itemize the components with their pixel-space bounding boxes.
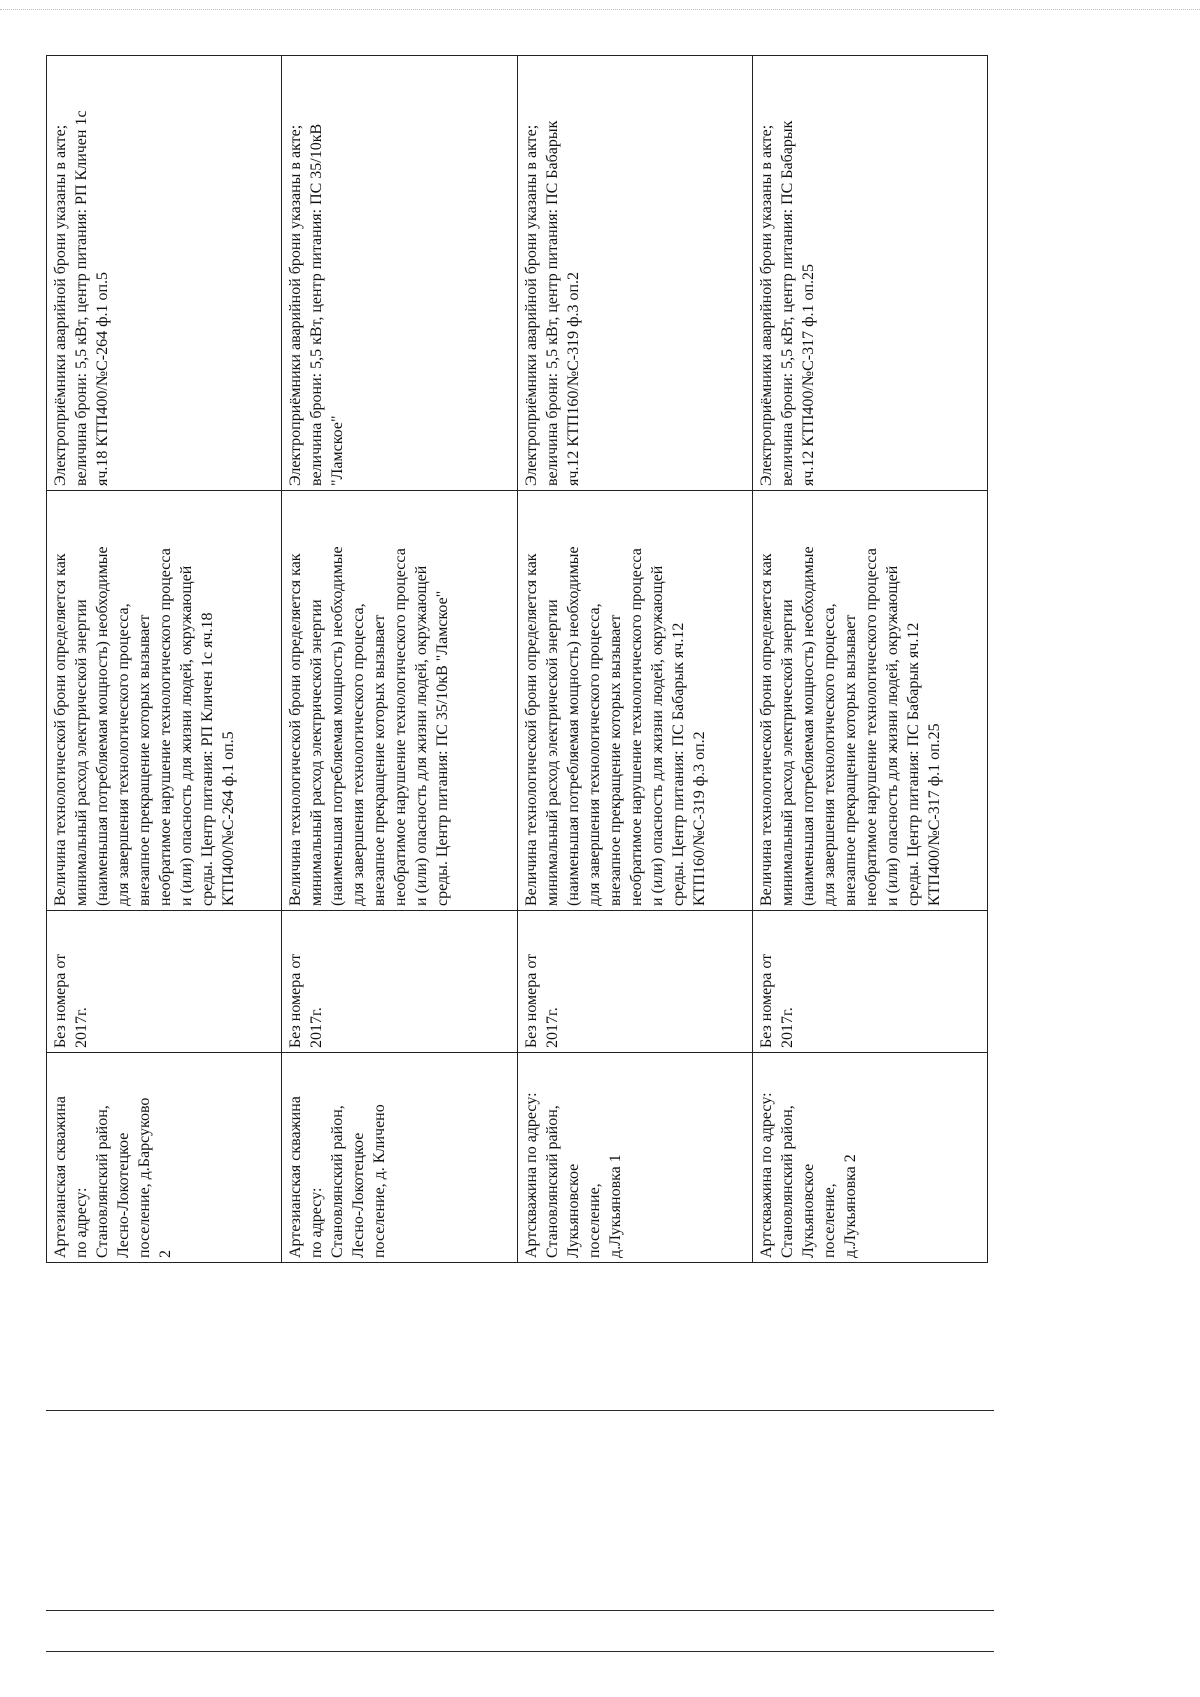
table-row [752, 56, 987, 1263]
emergency-reserve-cell [47, 56, 282, 491]
emergency-reserve-text: Электроприёмники аварийной брони указаны в акте; величина брони: 5,5 кВт, центр питания: ПС Бабарык яч.12 КТП400/№С-317 ф.1 оп.25 [757, 120, 817, 486]
table-row [47, 56, 282, 1263]
emergency-reserve-text: Электроприёмники аварийной брони указаны в акте; величина брони: 5,5 кВт, центр питания: РП Кличен 1с яч.18 КТП400/№С-264 ф.1 оп.5 [52, 110, 111, 486]
table-row [517, 56, 752, 1263]
act-text: Без номера от 2017г. [522, 953, 561, 1048]
reserve-table [46, 55, 988, 1263]
object-cell [282, 1053, 517, 1263]
technological-reserve-text: Величина технологической брони определяется как минимальный расход электрической энергии (наименьшая потребляемая мощность) необходимые для завершения технологического процесса, внезапное прекращение которых вызывает необратимое нарушение технологического процесса и (или) опасность для жизни людей, окружающей среды. Центр питания: ПС Бабарык яч.12 КТП400/№С-317 ф.1 оп.25 [757, 546, 943, 906]
object-text: Артезианская скважина по адресу: Становлянский район, Лесно-Локотецкое поселение, д.Барсуково 2 [52, 1096, 174, 1258]
technological-reserve-text: Величина технологической брони определяется как минимальный расход электрической энергии (наименьшая потребляемая мощность) необходимые для завершения технологического процесса, внезапное прекращение которых вызывает необратимое нарушение технологического процесса и (или) опасность для жизни людей, окружающей среды. Центр питания: РП Кличен 1с яч.18 КТП400/№С-264 ф.1 оп.5 [52, 546, 237, 906]
emergency-reserve-text: Электроприёмники аварийной брони указаны в акте; величина брони: 5,5 кВт, центр питания: ПС 35/10кВ "Ламское" [287, 123, 347, 486]
technological-reserve-text: Величина технологической брони определяется как минимальный расход электрической энергии (наименьшая потребляемая мощность) необходимые для завершения технологического процесса, внезапное прекращение которых вызывает необратимое нарушение технологического процесса и (или) опасность для жизни людей, окружающей среды. Центр питания: ПС Бабарык яч.12 КТП160/№С-319 ф.3 оп.2 [522, 546, 708, 906]
technological-reserve-cell [517, 491, 752, 911]
act-cell [282, 911, 517, 1053]
act-text: Без номера от 2017г. [757, 953, 796, 1048]
emergency-reserve-cell [282, 56, 517, 491]
act-cell [517, 911, 752, 1053]
technological-reserve-cell [47, 491, 282, 911]
act-cell [47, 911, 282, 1053]
act-text: Без номера от 2017г. [287, 953, 326, 1048]
object-cell [517, 1053, 752, 1263]
object-text: Артскважина по адресу: Становлянский район, Лукьяновское поселение, д.Лукьяновка 1 [522, 1092, 624, 1258]
technological-reserve-cell [282, 491, 517, 911]
object-cell [47, 1053, 282, 1263]
divider-line [46, 1610, 994, 1611]
technological-reserve-text: Величина технологической брони определяется как минимальный расход электрической энергии (наименьшая потребляемая мощность) необходимые для завершения технологического процесса, внезапное прекращение которых вызывает необратимое нарушение технологического процесса и (или) опасность для жизни людей, окружающей среды. Центр питания: ПС 35/10кВ "Ламское" [287, 546, 452, 906]
emergency-reserve-cell [752, 56, 987, 491]
rotated-page-content [46, 56, 988, 1263]
emergency-reserve-cell [517, 56, 752, 491]
divider-line [46, 1651, 994, 1652]
table-row [282, 56, 517, 1263]
object-text: Артскважина по адресу: Становлянский район, Лукьяновское поселение, д.Лукьяновка 2 [757, 1092, 859, 1258]
page-top-edge [0, 9, 1200, 10]
act-text: Без номера от 2017г. [52, 953, 90, 1048]
technological-reserve-cell [752, 491, 987, 911]
emergency-reserve-text: Электроприёмники аварийной брони указаны в акте; величина брони: 5,5 кВт, центр питания: ПС Бабарык яч.12 КТП160/№С-319 ф.3 оп.2 [522, 120, 582, 486]
object-text: Артезианская скважина по адресу: Становлянский район, Лесно-Локотецкое поселение, д. Кличено [287, 1096, 389, 1258]
act-cell [752, 911, 987, 1053]
object-cell [752, 1053, 987, 1263]
divider-line [46, 1410, 994, 1411]
